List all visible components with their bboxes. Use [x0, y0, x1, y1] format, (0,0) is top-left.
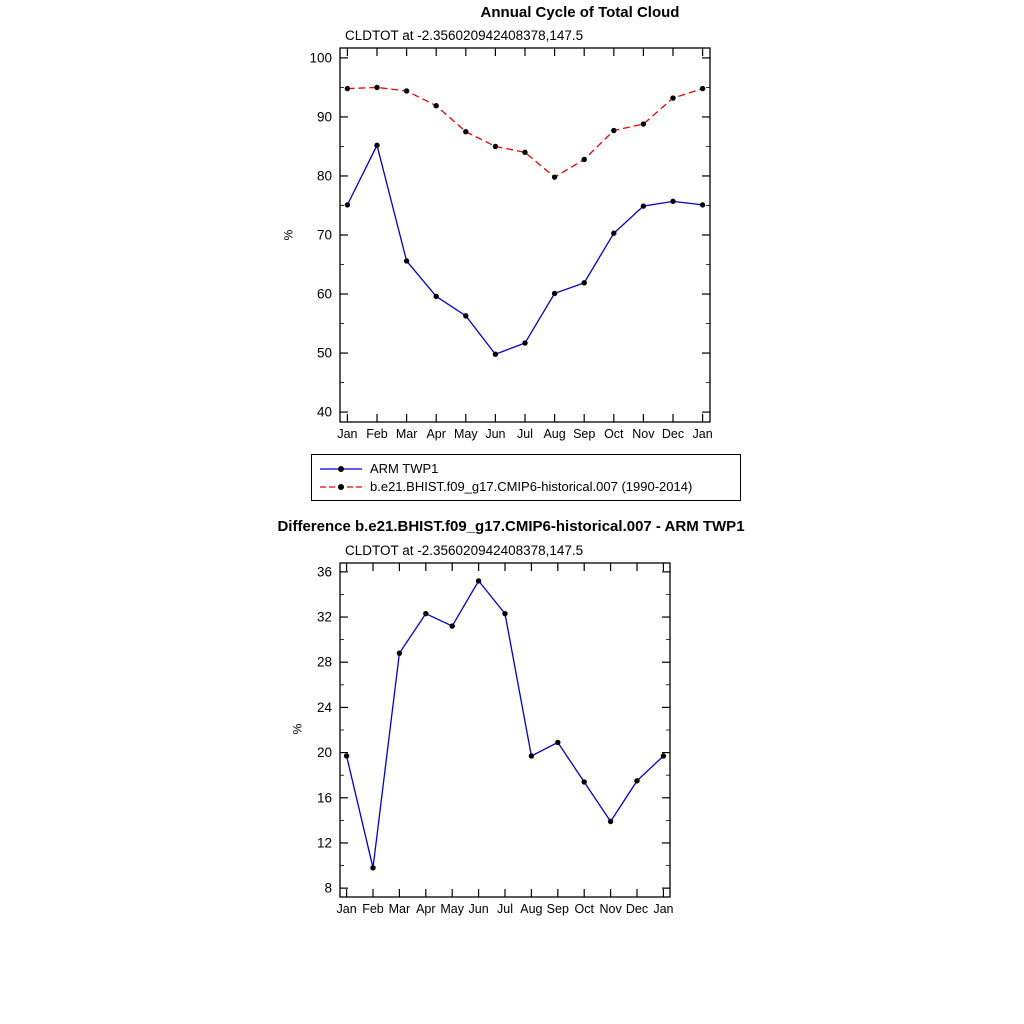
y-tick-label: 40	[316, 404, 332, 420]
plot-frame	[340, 48, 710, 422]
x-tick-label: Jun	[485, 427, 506, 441]
chart2-subtitle: CLDTOT at -2.356020942408378,147.5	[345, 543, 584, 558]
y-tick-label: 32	[316, 609, 332, 625]
x-tick-label: Apr	[416, 902, 436, 916]
y-tick-label: 20	[316, 745, 332, 761]
x-tick-label: Dec	[661, 427, 685, 441]
legend-item-model	[319, 479, 740, 494]
x-tick-label: Mar	[388, 902, 411, 916]
y-tick-label: 24	[316, 699, 332, 715]
x-tick-label: Nov	[632, 427, 655, 441]
y-tick-label: 8	[324, 880, 332, 896]
chart2-y-axis-label: %	[290, 723, 305, 735]
chart1-title: Annual Cycle of Total Cloud	[480, 4, 680, 21]
x-tick-label: Jul	[497, 902, 513, 916]
y-tick-label: 16	[316, 790, 332, 806]
legend-label-model: b.e21.BHIST.f09_g17.CMIP6-historical.007 (1990-2014)	[370, 479, 693, 494]
x-tick-label: Oct	[604, 427, 624, 441]
x-tick-label: Jan	[336, 902, 357, 916]
x-tick-label: Mar	[395, 427, 418, 441]
x-tick-label: Apr	[426, 427, 446, 441]
y-tick-label: 50	[316, 345, 332, 361]
x-tick-label: Jan	[692, 427, 713, 441]
legend	[311, 454, 741, 501]
x-tick-label: Feb	[366, 427, 388, 441]
y-tick-label: 90	[316, 109, 332, 125]
x-tick-label: Aug	[543, 427, 566, 441]
x-tick-label: Dec	[625, 902, 649, 916]
y-tick-label: 28	[316, 654, 332, 670]
x-tick-label: May	[440, 902, 465, 916]
series-0	[345, 143, 706, 357]
legend-label-obs: ARM TWP1	[370, 461, 439, 476]
chart1-subtitle: CLDTOT at -2.356020942408378,147.5	[345, 28, 584, 43]
x-tick-label: Aug	[520, 902, 543, 916]
x-tick-label: Jun	[468, 902, 489, 916]
y-tick-label: 36	[316, 564, 332, 580]
axes	[317, 563, 674, 916]
axes	[309, 48, 712, 441]
legend-line-model-icon	[319, 482, 363, 492]
legend-item-obs	[319, 461, 740, 476]
x-tick-label: Sep	[573, 427, 596, 441]
y-tick-label: 12	[316, 835, 332, 851]
chart1-y-axis-label: %	[281, 229, 296, 241]
x-tick-label: Oct	[574, 902, 594, 916]
difference-chart	[250, 555, 770, 927]
series-1	[345, 85, 706, 180]
annual-cycle-chart	[250, 40, 770, 452]
chart2-title: Difference b.e21.BHIST.f09_g17.CMIP6-historical.007 - ARM TWP1	[277, 518, 745, 535]
x-tick-label: Feb	[362, 902, 384, 916]
x-tick-label: Jul	[517, 427, 533, 441]
series-0	[344, 578, 666, 870]
x-tick-label: Jan	[653, 902, 674, 916]
x-tick-label: Nov	[599, 902, 622, 916]
y-tick-label: 100	[309, 50, 332, 66]
y-tick-label: 70	[316, 227, 332, 243]
y-tick-label: 60	[316, 286, 332, 302]
x-tick-label: Jan	[337, 427, 358, 441]
x-tick-label: May	[453, 427, 478, 441]
legend-line-obs-icon	[319, 464, 363, 474]
x-tick-label: Sep	[546, 902, 569, 916]
y-tick-label: 80	[316, 168, 332, 184]
